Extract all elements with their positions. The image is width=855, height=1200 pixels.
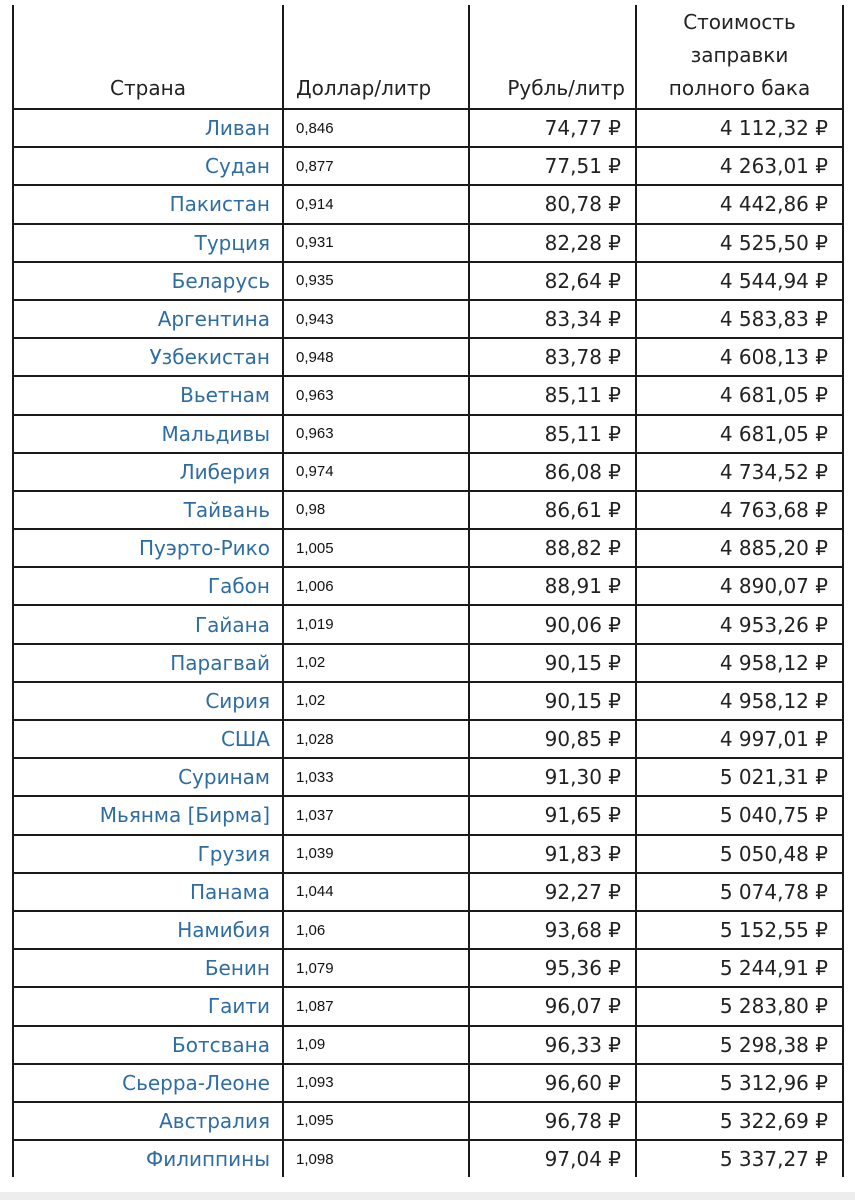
cell-country[interactable]: Либерия	[13, 453, 283, 491]
table-body	[13, 109, 843, 1177]
cell-usd-per-liter[interactable]: 0,914	[283, 185, 469, 223]
table-row	[13, 796, 843, 834]
cell-rub-per-liter[interactable]: 90,85 ₽	[469, 720, 636, 758]
cell-rub-per-liter[interactable]: 96,60 ₽	[469, 1064, 636, 1102]
cell-country[interactable]: Гайана	[13, 605, 283, 643]
table-row	[13, 1026, 843, 1064]
bottom-edge	[0, 1192, 855, 1200]
cell-rub-per-liter[interactable]: 83,78 ₽	[469, 338, 636, 376]
cell-full-tank-cost[interactable]: 4 544,94 ₽	[636, 262, 843, 300]
cell-country[interactable]: Парагвай	[13, 644, 283, 682]
cell-usd-per-liter[interactable]: 1,028	[283, 720, 469, 758]
cell-full-tank-cost[interactable]: 4 997,01 ₽	[636, 720, 843, 758]
cell-full-tank-cost[interactable]: 4 681,05 ₽	[636, 376, 843, 414]
cell-rub-per-liter[interactable]: 93,68 ₽	[469, 911, 636, 949]
cell-rub-per-liter[interactable]: 91,65 ₽	[469, 796, 636, 834]
cell-country[interactable]: Австралия	[13, 1102, 283, 1140]
cell-rub-per-liter[interactable]: 83,34 ₽	[469, 300, 636, 338]
cell-rub-per-liter[interactable]: 85,11 ₽	[469, 376, 636, 414]
header-usd-per-liter: Доллар/литр	[283, 5, 469, 109]
cell-full-tank-cost[interactable]: 4 263,01 ₽	[636, 147, 843, 185]
cell-rub-per-liter[interactable]: 80,78 ₽	[469, 185, 636, 223]
cell-country[interactable]: Намибия	[13, 911, 283, 949]
cell-usd-per-liter[interactable]: 0,963	[283, 376, 469, 414]
cell-country[interactable]: Габон	[13, 567, 283, 605]
cell-country[interactable]: Судан	[13, 147, 283, 185]
cell-full-tank-cost[interactable]: 4 525,50 ₽	[636, 224, 843, 262]
cell-usd-per-liter[interactable]: 1,06	[283, 911, 469, 949]
cell-country[interactable]: Филиппины	[13, 1140, 283, 1177]
table-row	[13, 1102, 843, 1140]
table-row	[13, 224, 843, 262]
cell-usd-per-liter[interactable]: 0,931	[283, 224, 469, 262]
cell-country[interactable]: Панама	[13, 873, 283, 911]
table-row	[13, 949, 843, 987]
table-row	[13, 835, 843, 873]
cell-usd-per-liter[interactable]: 1,044	[283, 873, 469, 911]
cell-full-tank-cost[interactable]: 5 244,91 ₽	[636, 949, 843, 987]
cell-usd-per-liter[interactable]: 1,095	[283, 1102, 469, 1140]
cell-rub-per-liter[interactable]: 88,91 ₽	[469, 567, 636, 605]
cell-country[interactable]: Вьетнам	[13, 376, 283, 414]
table-row	[13, 644, 843, 682]
cell-country[interactable]: Тайвань	[13, 491, 283, 529]
cell-full-tank-cost[interactable]: 4 885,20 ₽	[636, 529, 843, 567]
table-row	[13, 338, 843, 376]
cell-usd-per-liter[interactable]: 1,019	[283, 605, 469, 643]
cell-full-tank-cost[interactable]: 5 152,55 ₽	[636, 911, 843, 949]
cell-full-tank-cost[interactable]: 4 583,83 ₽	[636, 300, 843, 338]
table-row	[13, 720, 843, 758]
cell-full-tank-cost[interactable]: 5 021,31 ₽	[636, 758, 843, 796]
cell-rub-per-liter[interactable]: 82,64 ₽	[469, 262, 636, 300]
table-row	[13, 491, 843, 529]
cell-usd-per-liter[interactable]: 0,948	[283, 338, 469, 376]
cell-rub-per-liter[interactable]: 97,04 ₽	[469, 1140, 636, 1177]
cell-country[interactable]: Сьерра-Леоне	[13, 1064, 283, 1102]
cell-usd-per-liter[interactable]: 1,005	[283, 529, 469, 567]
cell-full-tank-cost[interactable]: 4 442,86 ₽	[636, 185, 843, 223]
cell-country[interactable]: Пуэрто-Рико	[13, 529, 283, 567]
table-row	[13, 567, 843, 605]
cell-rub-per-liter[interactable]: 74,77 ₽	[469, 109, 636, 147]
table-row	[13, 453, 843, 491]
header-full-tank-cost-line1: Стоимость	[683, 10, 796, 34]
cell-country[interactable]: Ботсвана	[13, 1026, 283, 1064]
cell-usd-per-liter[interactable]: 1,087	[283, 987, 469, 1025]
fuel-price-table	[12, 5, 844, 1177]
cell-full-tank-cost[interactable]: 5 312,96 ₽	[636, 1064, 843, 1102]
cell-rub-per-liter[interactable]: 92,27 ₽	[469, 873, 636, 911]
header-country: Страна	[13, 5, 283, 109]
table-row	[13, 109, 843, 147]
cell-rub-per-liter[interactable]: 85,11 ₽	[469, 415, 636, 453]
cell-country[interactable]: Узбекистан	[13, 338, 283, 376]
cell-usd-per-liter[interactable]: 1,006	[283, 567, 469, 605]
table-row	[13, 605, 843, 643]
cell-full-tank-cost[interactable]: 5 337,27 ₽	[636, 1140, 843, 1177]
cell-rub-per-liter[interactable]: 90,15 ₽	[469, 682, 636, 720]
cell-country[interactable]: Суринам	[13, 758, 283, 796]
cell-country[interactable]: Бенин	[13, 949, 283, 987]
cell-rub-per-liter[interactable]: 96,78 ₽	[469, 1102, 636, 1140]
cell-country[interactable]: США	[13, 720, 283, 758]
cell-usd-per-liter[interactable]: 1,033	[283, 758, 469, 796]
table-row	[13, 300, 843, 338]
table-row	[13, 682, 843, 720]
cell-full-tank-cost[interactable]: 4 112,32 ₽	[636, 109, 843, 147]
cell-usd-per-liter[interactable]: 1,02	[283, 682, 469, 720]
table-row	[13, 376, 843, 414]
cell-country[interactable]: Пакистан	[13, 185, 283, 223]
cell-full-tank-cost[interactable]: 4 608,13 ₽	[636, 338, 843, 376]
cell-country[interactable]: Аргентина	[13, 300, 283, 338]
cell-full-tank-cost[interactable]: 4 953,26 ₽	[636, 605, 843, 643]
cell-full-tank-cost[interactable]: 5 040,75 ₽	[636, 796, 843, 834]
cell-rub-per-liter[interactable]: 77,51 ₽	[469, 147, 636, 185]
table-row	[13, 987, 843, 1025]
cell-rub-per-liter[interactable]: 82,28 ₽	[469, 224, 636, 262]
header-row	[13, 5, 843, 109]
table-row	[13, 873, 843, 911]
cell-full-tank-cost[interactable]: 5 322,69 ₽	[636, 1102, 843, 1140]
cell-usd-per-liter[interactable]: 0,846	[283, 109, 469, 147]
fuel-price-sheet	[12, 5, 842, 1177]
cell-full-tank-cost[interactable]: 4 958,12 ₽	[636, 682, 843, 720]
cell-country[interactable]: Беларусь	[13, 262, 283, 300]
cell-full-tank-cost[interactable]: 4 890,07 ₽	[636, 567, 843, 605]
cell-full-tank-cost[interactable]: 5 074,78 ₽	[636, 873, 843, 911]
cell-usd-per-liter[interactable]: 1,09	[283, 1026, 469, 1064]
cell-usd-per-liter[interactable]: 1,037	[283, 796, 469, 834]
cell-rub-per-liter[interactable]: 91,30 ₽	[469, 758, 636, 796]
cell-country[interactable]: Грузия	[13, 835, 283, 873]
cell-country[interactable]: Сирия	[13, 682, 283, 720]
cell-usd-per-liter[interactable]: 1,079	[283, 949, 469, 987]
table-row	[13, 758, 843, 796]
table-row	[13, 529, 843, 567]
cell-rub-per-liter[interactable]: 90,06 ₽	[469, 605, 636, 643]
cell-rub-per-liter[interactable]: 86,08 ₽	[469, 453, 636, 491]
cell-usd-per-liter[interactable]: 0,935	[283, 262, 469, 300]
cell-rub-per-liter[interactable]: 91,83 ₽	[469, 835, 636, 873]
header-rub-per-liter: Рубль/литр	[469, 5, 636, 109]
cell-usd-per-liter[interactable]: 0,974	[283, 453, 469, 491]
cell-country[interactable]: Турция	[13, 224, 283, 262]
cell-usd-per-liter[interactable]: 0,963	[283, 415, 469, 453]
cell-full-tank-cost[interactable]: 5 050,48 ₽	[636, 835, 843, 873]
cell-usd-per-liter[interactable]: 1,098	[283, 1140, 469, 1177]
header-full-tank-cost	[636, 5, 843, 109]
cell-full-tank-cost[interactable]: 4 763,68 ₽	[636, 491, 843, 529]
cell-full-tank-cost[interactable]: 4 681,05 ₽	[636, 415, 843, 453]
table-row	[13, 1064, 843, 1102]
cell-usd-per-liter[interactable]: 1,093	[283, 1064, 469, 1102]
table-row	[13, 185, 843, 223]
table-row	[13, 911, 843, 949]
header-full-tank-cost-line2: заправки	[690, 43, 789, 67]
cell-country[interactable]: Гаити	[13, 987, 283, 1025]
table-row	[13, 147, 843, 185]
cell-country[interactable]: Мьянма [Бирма]	[13, 796, 283, 834]
cell-country[interactable]: Ливан	[13, 109, 283, 147]
cell-usd-per-liter[interactable]: 0,98	[283, 491, 469, 529]
cell-country[interactable]: Мальдивы	[13, 415, 283, 453]
cell-full-tank-cost[interactable]: 5 298,38 ₽	[636, 1026, 843, 1064]
header-full-tank-cost-line3: полного бака	[668, 76, 811, 100]
table-row	[13, 415, 843, 453]
cell-full-tank-cost[interactable]: 4 958,12 ₽	[636, 644, 843, 682]
cell-rub-per-liter[interactable]: 90,15 ₽	[469, 644, 636, 682]
cell-usd-per-liter[interactable]: 1,02	[283, 644, 469, 682]
cell-full-tank-cost[interactable]: 4 734,52 ₽	[636, 453, 843, 491]
cell-usd-per-liter[interactable]: 0,943	[283, 300, 469, 338]
table-row	[13, 262, 843, 300]
cell-full-tank-cost[interactable]: 5 283,80 ₽	[636, 987, 843, 1025]
cell-usd-per-liter[interactable]: 1,039	[283, 835, 469, 873]
cell-rub-per-liter[interactable]: 95,36 ₽	[469, 949, 636, 987]
cell-rub-per-liter[interactable]: 86,61 ₽	[469, 491, 636, 529]
cell-rub-per-liter[interactable]: 88,82 ₽	[469, 529, 636, 567]
cell-rub-per-liter[interactable]: 96,33 ₽	[469, 1026, 636, 1064]
table-row	[13, 1140, 843, 1177]
cell-rub-per-liter[interactable]: 96,07 ₽	[469, 987, 636, 1025]
cell-usd-per-liter[interactable]: 0,877	[283, 147, 469, 185]
